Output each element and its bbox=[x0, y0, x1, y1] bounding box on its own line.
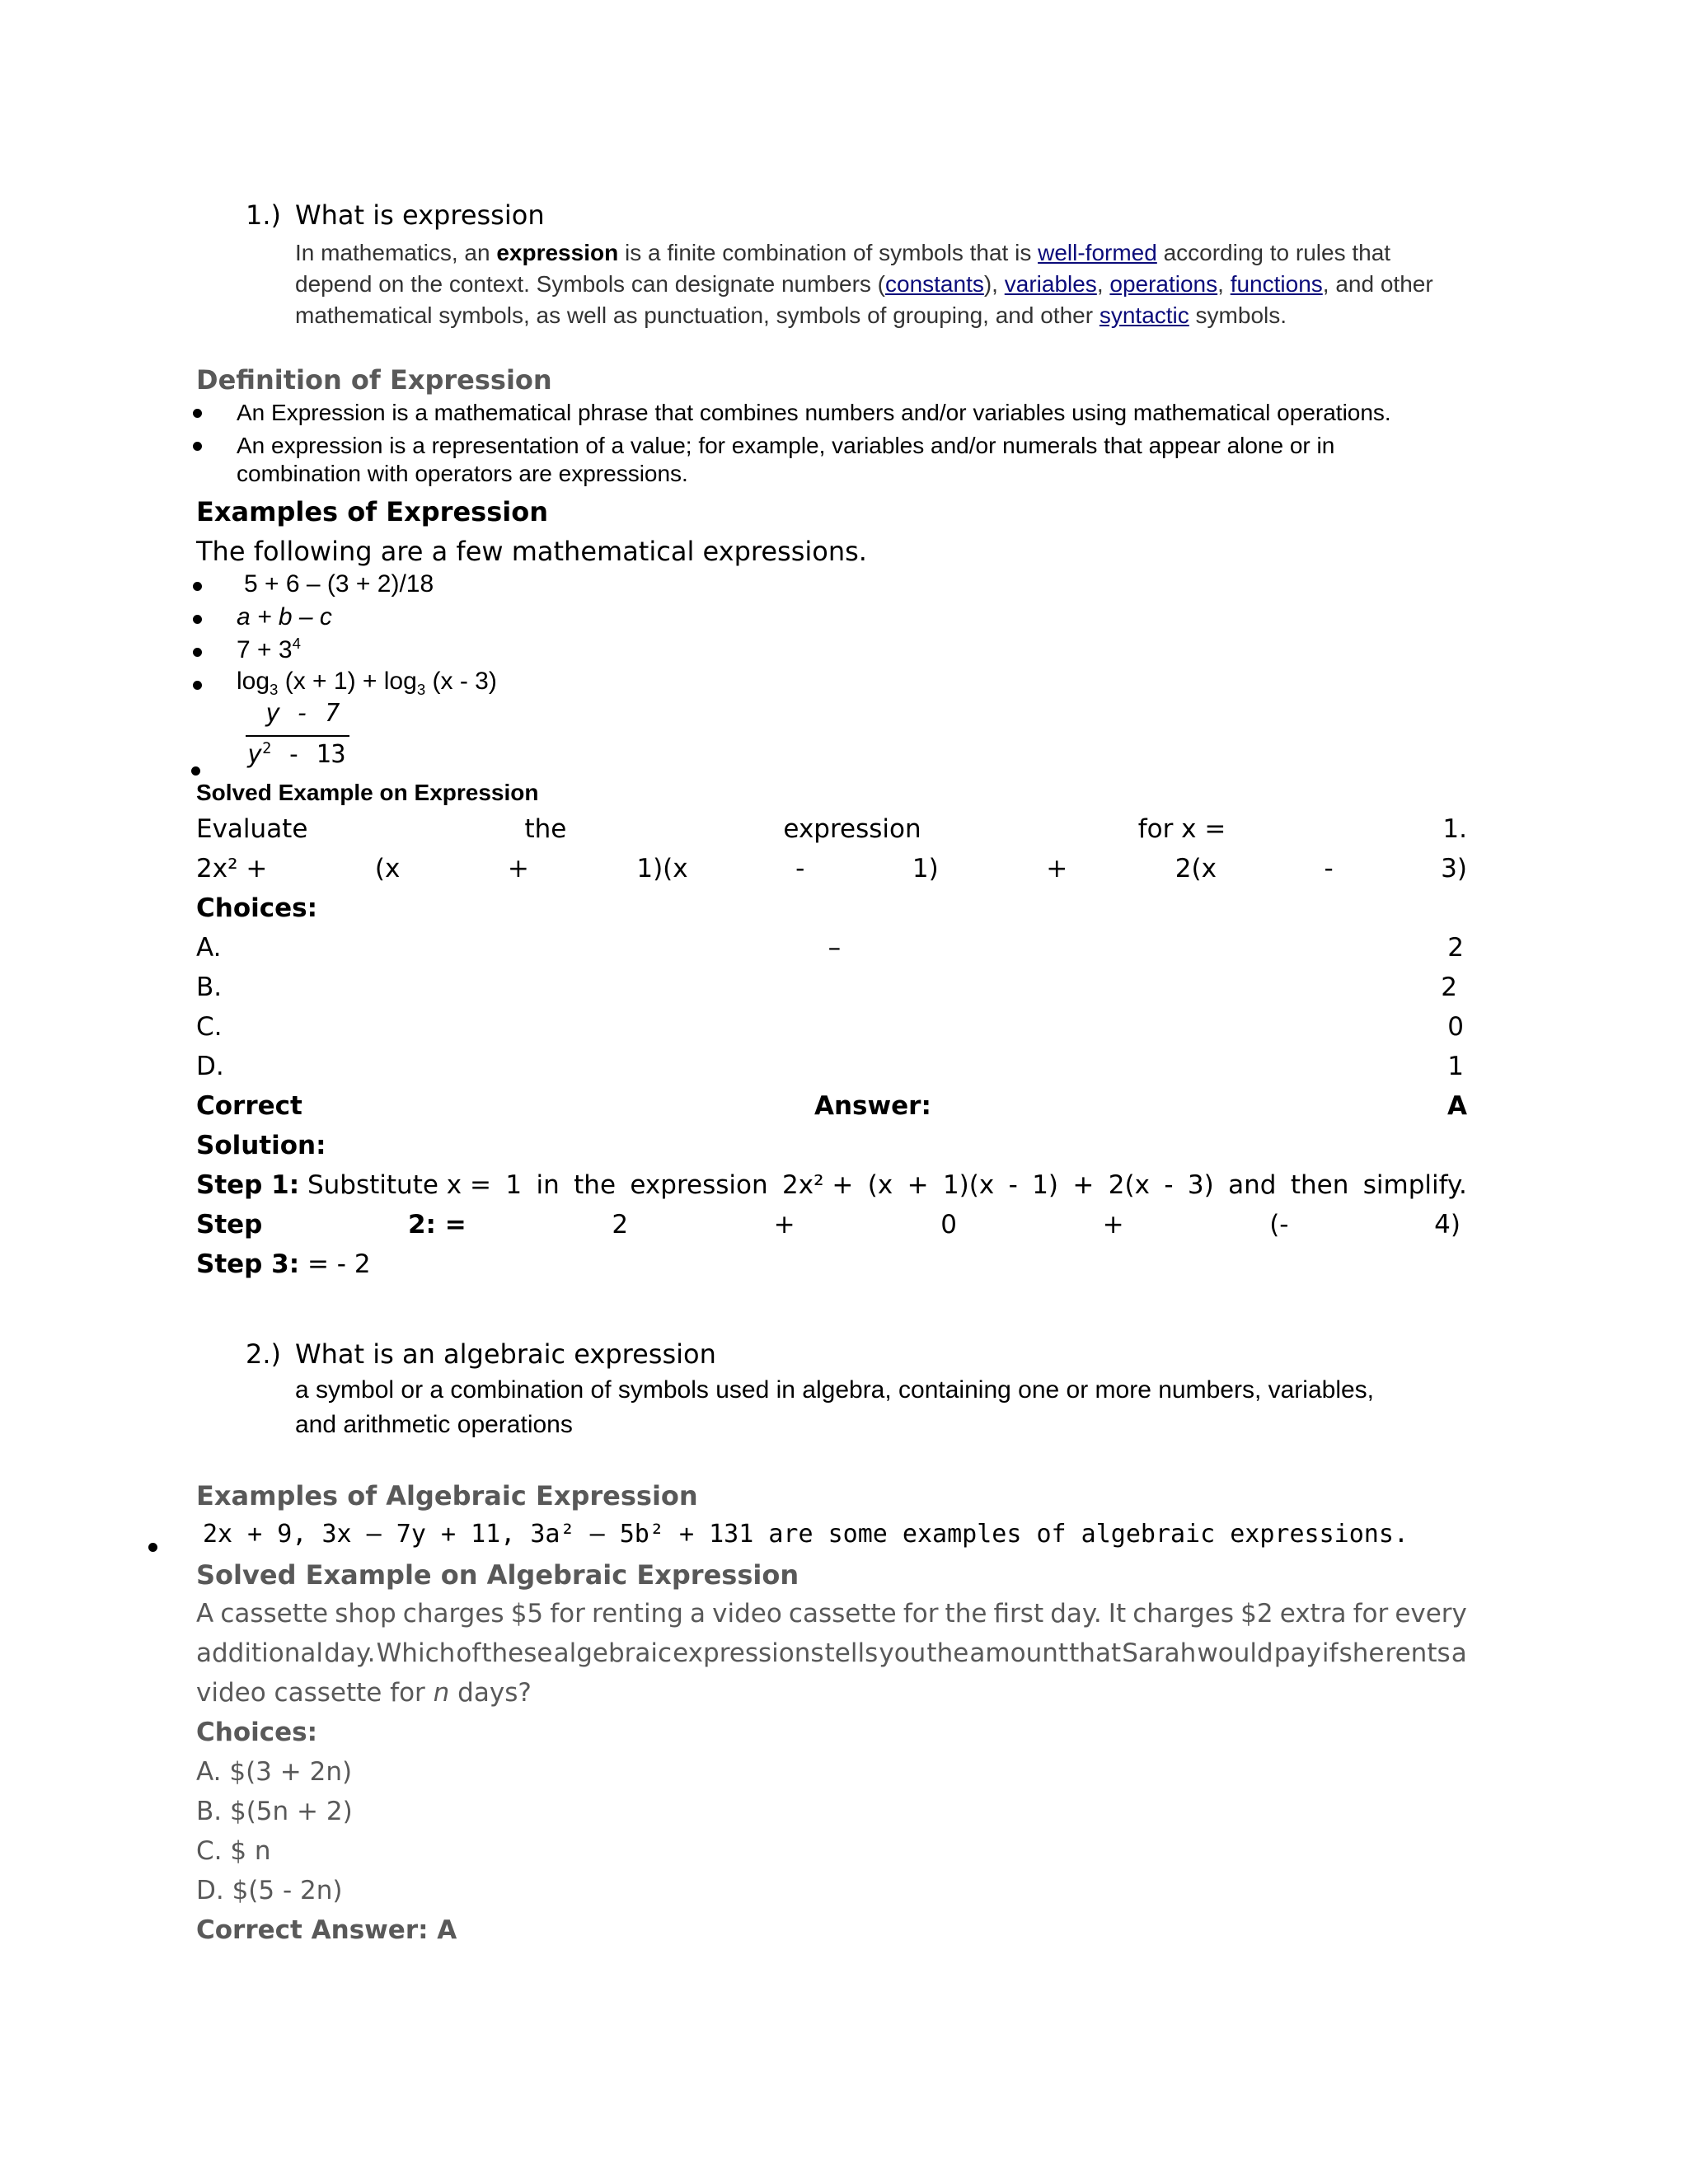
definition-bullet-1: An Expression is a mathematical phrase that combines numbers and/or variables using mathematical operations. bbox=[237, 400, 1391, 425]
section2-desc-line-1: a symbol or a combination of symbols used in algebra, containing one or more numbers, variables, bbox=[295, 1376, 1375, 1404]
examples-heading: Examples of Expression bbox=[196, 496, 548, 527]
choices-label: Choices: bbox=[196, 893, 317, 923]
example-4: $\log_3 (x + 1) + \log_3 (x - 3)$ bbox=[237, 668, 497, 698]
bullet-dot bbox=[193, 582, 202, 591]
section1-title: What is expression bbox=[295, 199, 545, 231]
bullet-dot bbox=[193, 409, 202, 418]
step-1-row: Step 1: Substitute x = 1 in the expression 2x² + (x + 1)(x - 1) + 2(x - 3) and then simplify. bbox=[196, 1170, 1467, 1200]
definition-bullet-2-line-2: combination with operators are expressions. bbox=[237, 461, 688, 486]
section2-number: 2.) bbox=[246, 1338, 282, 1370]
link-operations[interactable]: operations bbox=[1109, 271, 1218, 297]
evaluate-row: Evaluate the expression for x = 1. bbox=[196, 814, 1467, 844]
algebraic-choice-a: A. $(3 + 2n) bbox=[196, 1757, 353, 1787]
answer-label: Answer: bbox=[814, 1091, 931, 1121]
step-2-row: Step 2: = 2 + 0 + (- 4) bbox=[196, 1210, 1461, 1240]
section2-desc-line-2: and arithmetic operations bbox=[295, 1411, 573, 1438]
definition-bullet-2-line-1: An expression is a representation of a value; for example, variables and/or numerals that appear alone or in bbox=[237, 433, 1335, 458]
choice-d: D. 1 bbox=[196, 1052, 1464, 1081]
section2-title: What is an algebraic expression bbox=[295, 1338, 716, 1370]
fraction-numerator: y - 7 bbox=[265, 699, 340, 728]
fraction-denominator: $y^2 - 13$ bbox=[247, 740, 346, 769]
algebraic-choices-label: Choices: bbox=[196, 1718, 317, 1747]
algebraic-choice-d: D. $(5 - 2n) bbox=[196, 1876, 343, 1905]
solution-label: Solution: bbox=[196, 1131, 326, 1160]
step-3-row: Step 3: = - 2 bbox=[196, 1249, 371, 1279]
section1-number: 1.) bbox=[246, 199, 282, 231]
bullet-dot bbox=[191, 766, 200, 776]
problem-line-1: A cassette shop charges $5 for renting a video cassette for the first day. It charges $2 extra for every bbox=[196, 1599, 1467, 1629]
fraction-bar bbox=[246, 735, 349, 737]
choice-c: C. 0 bbox=[196, 1012, 1464, 1042]
algebraic-correct-answer: Correct Answer: A bbox=[196, 1915, 457, 1945]
intro-line-2: depend on the context. Symbols can designate numbers (constants), variables, operations, functions, and other bbox=[295, 271, 1433, 297]
link-well-formed[interactable]: well-formed bbox=[1038, 240, 1157, 265]
choice-b: B. 2 bbox=[196, 972, 1457, 1002]
bullet-dot bbox=[193, 615, 202, 624]
correct-label: Correct bbox=[196, 1091, 302, 1121]
link-constants[interactable]: constants bbox=[885, 271, 984, 297]
intro-line-3: mathematical symbols, as well as punctuation, symbols of grouping, and other syntactic symbols. bbox=[295, 302, 1287, 328]
solved-example-heading: Solved Example on Expression bbox=[196, 780, 539, 805]
bullet-dot bbox=[148, 1543, 157, 1552]
example-2: a + b – c bbox=[237, 603, 332, 630]
problem-line-3: video cassette for n days? bbox=[196, 1678, 532, 1708]
algebraic-examples-line: 2x + 9, 3x – 7y + 11, 3a² – 5b² + 131 are some examples of algebraic expressions. bbox=[203, 1520, 1409, 1549]
expression-row: 2x² + (x + 1)(x - 1) + 2(x - 3) bbox=[196, 854, 1467, 883]
intro-line-1: In mathematics, an expression is a finite combination of symbols that is well-formed according to rules that bbox=[295, 240, 1391, 265]
bullet-dot bbox=[193, 648, 202, 657]
examples-intro: The following are a few mathematical expressions. bbox=[196, 536, 867, 567]
example-1: 5 + 6 – (3 + 2)/18 bbox=[244, 570, 434, 598]
choice-a: A. – 2 bbox=[196, 933, 1464, 963]
bullet-dot bbox=[193, 681, 202, 690]
algebraic-solved-heading: Solved Example on Algebraic Expression bbox=[196, 1559, 799, 1591]
link-functions[interactable]: functions bbox=[1230, 271, 1323, 297]
algebraic-examples-heading: Examples of Algebraic Expression bbox=[196, 1480, 698, 1511]
problem-line-2: additional day. Which of these algebraic expressions tells you the amount that Sarah would pay if she rents a bbox=[196, 1638, 1467, 1668]
definition-heading: Definition of Expression bbox=[196, 364, 552, 396]
bullet-dot bbox=[193, 442, 202, 451]
correct-answer-value: A bbox=[1447, 1091, 1467, 1121]
example-3: $7 + 3^4$ bbox=[237, 635, 301, 663]
link-syntactic[interactable]: syntactic bbox=[1099, 302, 1189, 328]
algebraic-choice-b: B. $(5n + 2) bbox=[196, 1797, 353, 1826]
algebraic-choice-c: C. $ n bbox=[196, 1836, 271, 1866]
link-variables[interactable]: variables bbox=[1004, 271, 1097, 297]
